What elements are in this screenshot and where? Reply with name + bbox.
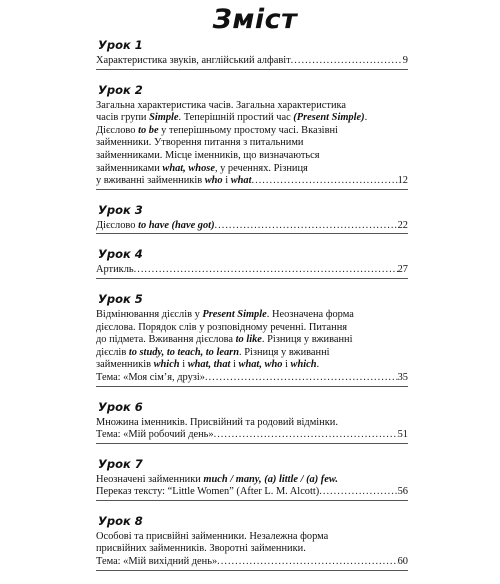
description-line [96,150,408,163]
text-segment: what, whose [162,162,215,174]
lesson-heading: Урок 3 [98,202,143,217]
lesson-entry[interactable] [96,400,408,444]
text-segment: to study, to teach, to learn [128,346,239,358]
lesson-heading: Урок 4 [98,247,143,262]
text-segment: Дієслово [96,124,139,136]
lesson-description [96,531,408,571]
text-segment: до підмета. Вживання дієслова [96,334,236,346]
lesson-heading: Урок 7 [98,456,143,471]
description-line [96,543,408,556]
text-segment: присвійних займенників. Зворотні займенники. [96,543,306,555]
dot-leader [319,486,397,499]
description-line [96,531,408,544]
lesson-entry[interactable] [96,247,408,279]
lesson-entry[interactable] [96,457,408,501]
text-segment: . [316,359,320,371]
text-segment: Артикль [96,264,134,276]
toc-entry-text [96,220,215,233]
description-line [96,309,408,322]
page-number: 56 [397,486,408,498]
text-segment: Тема: «Мій робочий день» [96,429,214,441]
description-line [96,112,408,125]
text-segment: (Present Simple) [293,112,365,124]
page-number: 22 [397,219,408,231]
text-segment: Дієслово [96,219,139,231]
lesson-entry[interactable] [96,292,408,387]
text-segment: Особові та присвійні займенники. Незалежна форма [96,530,329,542]
text-segment: дієслова. Порядок слів у розповідному реченні. Питання [96,321,348,333]
toc-entry-line[interactable] [96,486,408,499]
toc-entry-text [96,429,214,442]
text-segment: часів групи [96,112,150,124]
text-segment: to be [138,124,159,136]
lesson-heading: Урок 1 [98,38,143,52]
page-number: 35 [397,371,408,383]
text-segment: , у реченнях. Різниця [214,162,308,174]
text-segment: Відмінювання дієслів у [96,308,203,320]
description-line [96,334,408,347]
lesson-description [96,309,408,387]
text-segment: займенниками [96,162,163,174]
page-number: 60 [397,556,408,568]
text-segment: дієслів [96,346,129,358]
text-segment: Характеристика звуків, англійський алфавіт [96,55,291,66]
page-number: 51 [397,429,408,441]
toc-entry-line[interactable] [96,55,408,68]
lesson-entry[interactable] [96,38,408,70]
text-segment: займенники. Утворення питання з питальними [96,137,304,149]
toc-entry-text [96,556,217,569]
text-segment: Неозначені займенники [96,473,204,485]
lessons-list [96,38,408,584]
toc-entry-line[interactable] [96,264,408,277]
text-segment: what [230,175,252,187]
text-segment: who [204,175,223,187]
toc-entry-line[interactable] [96,175,408,188]
text-segment: . Неозначена форма [266,308,354,320]
text-segment: і [179,359,188,371]
lesson-entry[interactable] [96,203,408,235]
text-segment: Переказ тексту: “Little Women” (After L. M. Alcott) [96,486,320,498]
text-segment: Множина іменників. Присвійний та родовий відмінки. [96,416,338,428]
text-segment: . Теперішній простий час [178,112,294,124]
text-segment: what, that [187,359,231,371]
text-segment: і [222,175,231,187]
text-segment: і [282,359,291,371]
toc-entry-text [96,55,291,68]
lesson-description [96,100,408,190]
text-segment: to like [235,334,262,346]
description-line [96,163,408,176]
dot-leader [252,175,398,188]
text-segment: і [230,359,239,371]
lesson-heading: Урок 6 [98,399,143,414]
text-segment: to have (have got) [138,219,215,231]
text-segment: займенників [96,359,154,371]
toc-entry-text [96,264,134,277]
description-line [96,322,408,335]
description-line [96,125,408,138]
page-number: 27 [397,264,408,276]
text-segment: which [290,359,317,371]
text-segment: Present Simple [202,308,267,320]
lesson-heading: Урок 5 [98,291,143,306]
text-segment: у вживанні займенників [96,175,205,187]
lesson-description [96,264,408,279]
lesson-entry[interactable] [96,83,408,190]
text-segment: much / many, (a) little / (a) few. [203,473,339,485]
lesson-entry[interactable] [96,514,408,571]
lesson-description [96,55,408,70]
description-line [96,347,408,360]
dot-leader [215,220,398,233]
lesson-heading: Урок 2 [98,82,143,97]
description-line [96,359,408,372]
lesson-description [96,474,408,501]
dot-leader [217,556,397,569]
toc-entry-line[interactable] [96,556,408,569]
toc-entry-line[interactable] [96,220,408,233]
text-segment: what, who [238,359,283,371]
page-title: Зміст [212,4,298,35]
dot-leader [291,55,403,68]
text-segment: which [153,359,180,371]
toc-entry-text [96,486,319,499]
lesson-heading: Урок 8 [98,513,143,528]
text-segment: Тема: «Мій вихідний день» [96,556,218,568]
lesson-description [96,417,408,444]
text-segment: Тема: «Моя сім’я, друзі» [96,371,205,383]
toc-entry-text [96,372,205,385]
toc-entry-text [96,175,252,188]
description-line [96,474,408,487]
text-segment: займенниками. Місце іменників, що визначаються [96,149,320,161]
text-segment: . [364,112,368,124]
text-segment: . Різниця у вживанні [261,334,353,346]
lesson-description [96,220,408,235]
description-line [96,137,408,150]
text-segment: Загальна характеристика часів. Загальна характеристика [96,99,347,111]
toc-entry-line[interactable] [96,372,408,385]
text-segment: Simple [149,112,179,124]
dot-leader [134,264,398,277]
description-line [96,417,408,430]
dot-leader [214,429,398,442]
description-line [96,100,408,113]
dot-leader [205,372,398,385]
page-number: 9 [402,55,408,66]
text-segment: у теперішньому простому часі. Вказівні [158,124,338,136]
page-number: 12 [397,175,408,187]
text-segment: . Різниця у вживанні [239,346,330,358]
toc-entry-line[interactable] [96,429,408,442]
